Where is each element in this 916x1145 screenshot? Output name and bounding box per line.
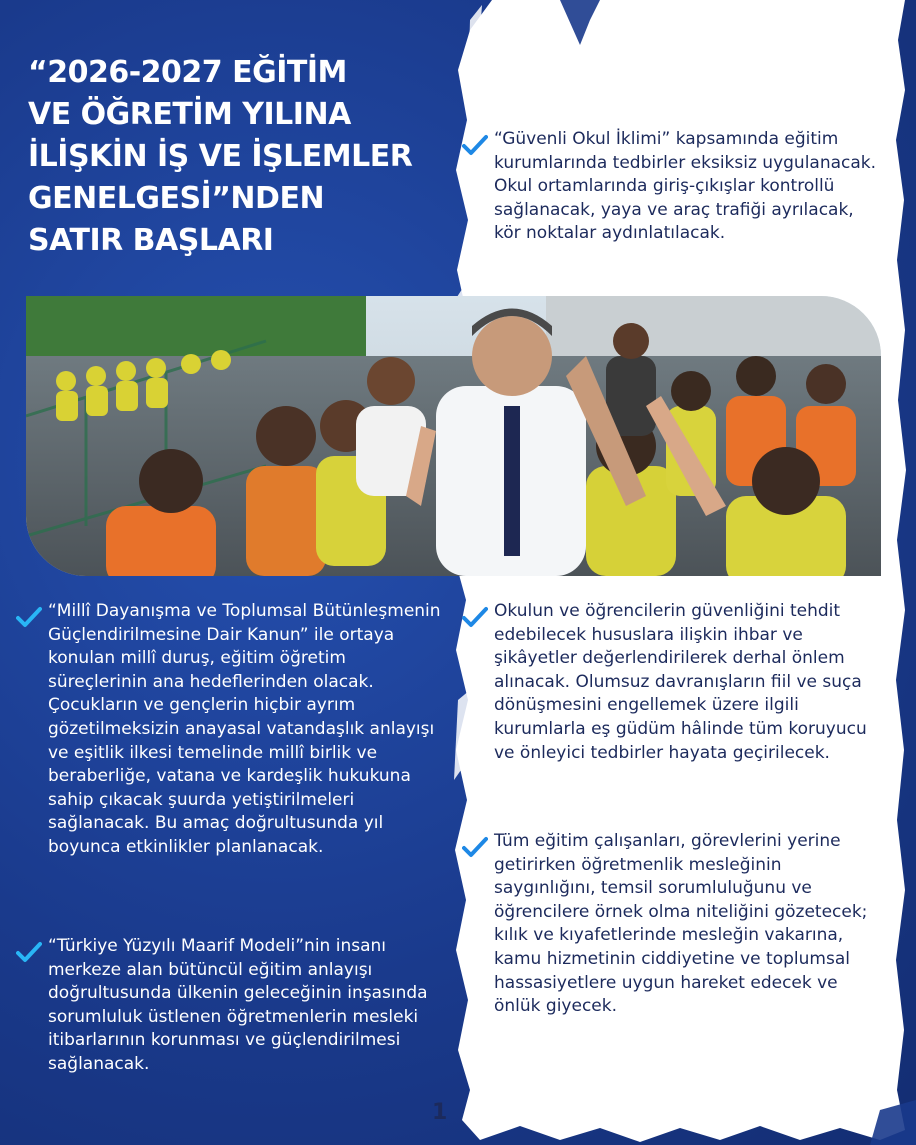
bullet-text: “Türkiye Yüzyılı Maarif Modeli”nin insanı merkeze alan bütüncül eğitim anlayışı doğrultusunda ülkenin geleceğinin inşasında sorumluluk üstlenen öğretmenlerin mesleki itibarlarının korunması ve güçlendirilmesi sağlanacak. <box>48 936 428 1074</box>
check-icon <box>16 606 42 628</box>
page-title: “2026-2027 EĞİTİM VE ÖĞRETİM YILINA İLİŞKİN İŞ VE İŞLEMLER GENELGESİ”NDEN SATIR BAŞLARI <box>28 55 413 258</box>
bullet-safe-school-climate <box>462 128 882 246</box>
bullet-maarif-model <box>16 935 446 1077</box>
check-icon <box>16 941 42 963</box>
check-icon <box>462 606 488 628</box>
bullet-text: “Millî Dayanışma ve Toplumsal Bütünleşmenin Güçlendirilmesine Dair Kanun” ile ortaya konulan millî duruş, eğitim öğretim süreçlerinin ana hedeflerinden olacak. Çocukların ve gençlerin hiçbir ayrım gözetilmeksizin anayasal vatandaşlık anlayışı ve eşitlik ilkesi temelinde millî birlik ve beraberliğe, vatana ve kardeşlik hukukuna sahip çıkacak şuurda yetiştirilmeleri sağlanacak. Bu amaç doğrultusunda yıl boyunca etkinlikler planlanacak. <box>48 601 441 857</box>
check-icon <box>462 134 488 156</box>
bullet-student-safety <box>462 600 882 765</box>
schoolyard-photo <box>26 296 881 576</box>
bullet-staff-conduct <box>462 830 882 1019</box>
page-number: 1 <box>432 1100 448 1125</box>
bullet-text: “Güvenli Okul İklimi” kapsamında eğitim kurumlarında tedbirler eksiksiz uygulanacak. Okul ortamlarında giriş-çıkışlar kontrollü sağlanacak, yaya ve araç trafiği ayrılacak, kör noktalar aydınlatılacak. <box>494 129 877 244</box>
bullet-text: Tüm eğitim çalışanları, görevlerini yerine getirirken öğretmenlik mesleğinin saygınlığını, temsil sorumluluğunu ve öğrencilere örnek olma niteliğini gözetecek; kılık ve kıyafetlerinde mesleğin vakarına, kamu hizmetinin ciddiyetine ve toplumsal hassasiyetlere uygun hareket edecek ve önlük giyecek. <box>494 831 868 1017</box>
bullet-text: Okulun ve öğrencilerin güvenliğini tehdit edebilecek hususlara ilişkin ihbar ve şikâyetler değerlendirilerek derhal önlem alınacak. Olumsuz davranışların fiil ve suça dönüşmesini engellemek üzere ilgili kurumlarla eş güdüm hâlinde tüm koruyucu ve önleyici tedbirler hayata geçirilecek. <box>494 601 867 763</box>
bullet-national-unity <box>16 600 446 860</box>
check-icon <box>462 836 488 858</box>
